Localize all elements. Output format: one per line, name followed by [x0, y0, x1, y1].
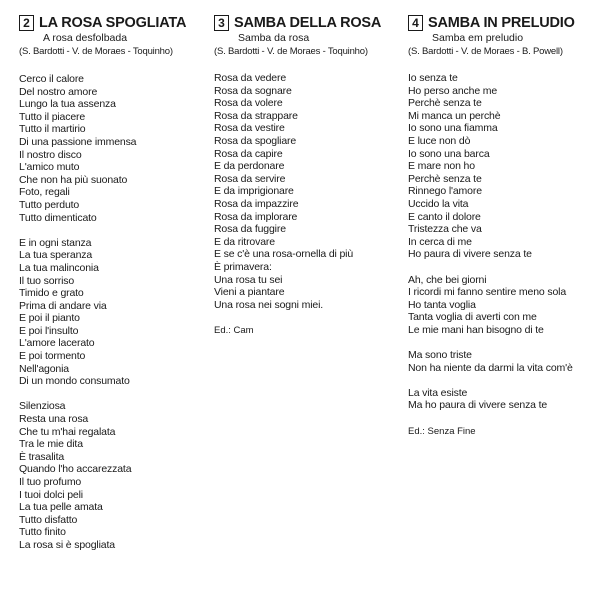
- lyric-line: Tutto il martirio: [19, 123, 86, 136]
- lyric-line: Tutto dimenticato: [19, 211, 97, 224]
- lyric-line: La rosa si è spogliata: [19, 538, 115, 551]
- lyric-line: Io sono una barca: [408, 147, 490, 160]
- lyric-line: E poi tormento: [19, 350, 86, 363]
- lyric-line: Vieni a piantare: [214, 286, 285, 299]
- track-number: 4: [408, 15, 423, 31]
- lyric-line: Rosa da vestire: [214, 122, 285, 135]
- lyric-line: E da perdonare: [214, 160, 285, 173]
- lyric-line: È trasalita: [19, 450, 65, 463]
- lyric-line: Cerco il calore: [19, 73, 84, 85]
- lyric-line: Timido e grato: [19, 287, 84, 300]
- song-header: [408, 14, 598, 32]
- song-column-3: [214, 14, 404, 337]
- lyric-line: Rosa da sognare: [214, 84, 292, 97]
- lyric-line: Uccido la vita: [408, 197, 469, 210]
- stanza: [408, 387, 598, 412]
- lyric-line: Rosa da fuggire: [214, 223, 286, 236]
- lyric-line: In cerca di me: [408, 235, 472, 248]
- lyric-line: Ho perso anche me: [408, 84, 498, 97]
- lyric-line: Rosa da implorare: [214, 210, 298, 223]
- song-header: [19, 14, 209, 32]
- lyric-line: E mare non ho: [408, 160, 475, 173]
- lyric-line: Una rosa tu sei: [214, 273, 283, 286]
- lyric-line: L'amico muto: [19, 161, 80, 174]
- lyric-line: L'amore lacerato: [19, 337, 95, 350]
- lyric-line: E se c'è una rosa-ornella di più: [214, 248, 354, 261]
- lyric-line: Una rosa nei sogni miei.: [214, 298, 324, 311]
- lyric-line: Io sono una fiamma: [408, 122, 498, 135]
- lyric-line: La tua malinconia: [19, 261, 99, 274]
- song-title: SAMBA DELLA ROSA: [234, 15, 382, 31]
- lyric-line: Perchè senza te: [408, 172, 482, 185]
- lyric-line: Tra le mie dita: [19, 438, 83, 451]
- lyric-line: E luce non dò: [408, 134, 471, 147]
- lyric-line: Perchè senza te: [408, 97, 482, 110]
- lyric-line: E poi il pianto: [19, 312, 80, 325]
- lyric-line: Resta una rosa: [19, 413, 89, 426]
- lyric-line: Io senza te: [408, 72, 458, 84]
- lyric-line: Tutto disfatto: [19, 513, 78, 526]
- publisher-credit: Ed.: Cam: [214, 324, 254, 336]
- lyric-line: La tua pelle amata: [19, 501, 103, 514]
- lyric-line: Tutto il piacere: [19, 110, 86, 123]
- lyric-line: Ho paura di vivere senza te: [408, 248, 532, 261]
- lyric-line: E canto il dolore: [408, 210, 481, 223]
- lyric-line: Tanta voglia di averti con me: [408, 311, 537, 324]
- lyric-line: Rosa da spogliare: [214, 134, 297, 147]
- lyric-line: Ho tanta voglia: [408, 298, 476, 311]
- lyric-line: Ma ho paura di vivere senza te: [408, 399, 548, 412]
- song-credits: (S. Bardotti - V. de Moraes - B. Powell): [408, 46, 563, 57]
- lyric-line: Il tuo sorriso: [19, 274, 75, 287]
- lyric-line: Del nostro amore: [19, 85, 98, 98]
- lyric-line: E poi l'insulto: [19, 324, 79, 337]
- lyrics: [19, 73, 209, 552]
- lyric-line: Mi manca un perchè: [408, 109, 501, 122]
- lyric-line: Silenziosa: [19, 400, 66, 413]
- lyric-line: Rosa da capire: [214, 147, 283, 160]
- lyric-line: La tua speranza: [19, 249, 93, 262]
- lyric-line: E da ritrovare: [214, 235, 275, 248]
- lyric-line: Che non ha più suonato: [19, 173, 128, 186]
- lyric-line: Di una passione immensa: [19, 135, 137, 148]
- song-credits: (S. Bardotti - V. de Moraes - Toquinho): [214, 46, 368, 57]
- song-subtitle: Samba da rosa: [238, 32, 310, 44]
- lyric-line: Non ha niente da darmi la vita com'è: [408, 361, 573, 374]
- lyric-line: Rinnego l'amore: [408, 185, 482, 198]
- song-header: [214, 14, 404, 32]
- lyric-line: I ricordi mi fanno sentire meno sola: [408, 286, 567, 299]
- lyric-line: Lungo la tua assenza: [19, 98, 116, 111]
- lyric-line: Ah, che bei giorni: [408, 273, 487, 286]
- song-title: SAMBA IN PRELUDIO: [428, 15, 575, 31]
- stanza: [408, 349, 598, 374]
- track-number: 2: [19, 15, 34, 31]
- lyrics: [408, 72, 598, 412]
- lyric-line: Tutto finito: [19, 526, 66, 539]
- lyric-line: Tristezza che va: [408, 223, 482, 236]
- track-number: 3: [214, 15, 229, 31]
- lyric-line: Il tuo profumo: [19, 476, 82, 488]
- lyric-line: Nell'agonia: [19, 362, 69, 375]
- lyric-line: Rosa da volere: [214, 97, 283, 110]
- lyric-line: Rosa da servire: [214, 172, 286, 185]
- lyric-line: Il nostro disco: [19, 148, 82, 161]
- publisher-credit: Ed.: Senza Fine: [408, 425, 476, 437]
- lyric-line: Foto, regali: [19, 186, 70, 199]
- stanza: [408, 72, 598, 261]
- song-column-2: [19, 14, 209, 564]
- song-credits: (S. Bardotti - V. de Moraes - Toquinho): [19, 46, 173, 57]
- song-subtitle: Samba em preludio: [432, 32, 524, 44]
- lyric-line: Rosa da vedere: [214, 72, 287, 84]
- lyric-line: Di un mondo consumato: [19, 375, 130, 388]
- lyric-line: I tuoi dolci peli: [19, 488, 83, 501]
- lyric-line: Prima di andare via: [19, 299, 107, 312]
- lyrics: [214, 72, 404, 311]
- stanza: [408, 274, 598, 337]
- stanza: [19, 73, 209, 224]
- song-title: LA ROSA SPOGLIATA: [39, 15, 187, 31]
- song-subtitle: A rosa desfolbada: [43, 32, 128, 44]
- lyric-line: E in ogni stanza: [19, 236, 92, 249]
- lyric-line: Che tu m'hai regalata: [19, 425, 116, 438]
- lyric-line: Rosa da impazzire: [214, 197, 299, 210]
- lyric-line: Quando l'ho accarezzata: [19, 463, 132, 476]
- lyric-line: E da imprigionare: [214, 185, 294, 198]
- lyric-line: Rosa da strappare: [214, 109, 298, 122]
- lyric-line: Le mie mani han bisogno di te: [408, 323, 544, 336]
- lyric-line: Ma sono triste: [408, 349, 472, 362]
- stanza: [19, 400, 209, 551]
- stanza: [19, 237, 209, 388]
- song-column-4: [408, 14, 598, 438]
- lyric-line: È primavera:: [214, 260, 272, 273]
- lyric-line: La vita esiste: [408, 386, 468, 399]
- stanza: [214, 72, 404, 311]
- lyric-line: Tutto perduto: [19, 198, 80, 211]
